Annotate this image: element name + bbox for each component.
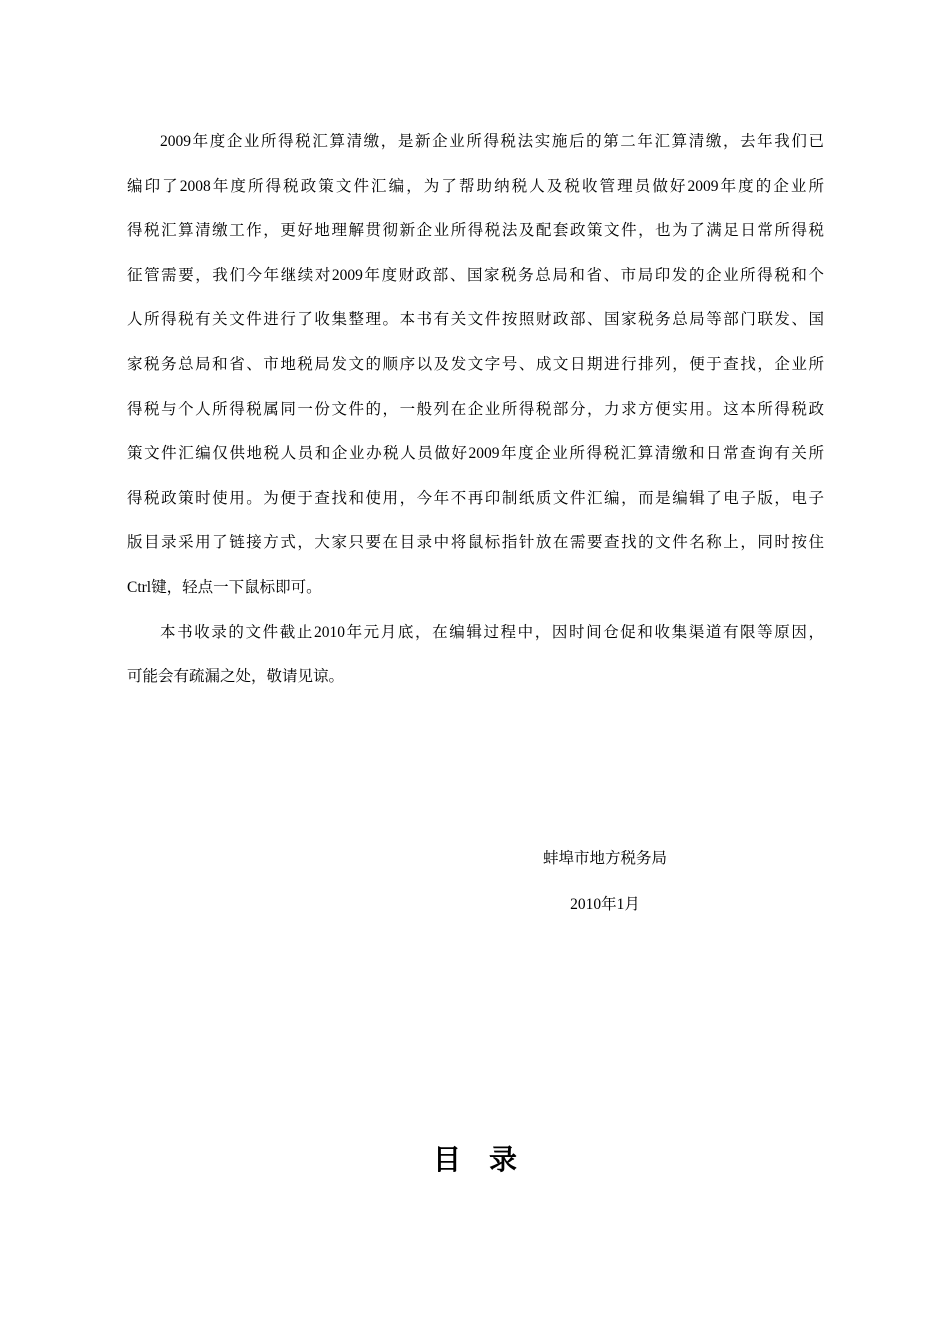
text-line: 本书收录的文件截止2010年元月底，在编辑过程中，因时间仓促和收集渠道有限等原因，: [160, 623, 824, 641]
text-line: Ctrl键，轻点一下鼠标即可。: [127, 578, 322, 596]
toc-heading: 目录: [432, 1145, 545, 1176]
text-line: 得税与个人所得税属同一份文件的，一般列在企业所得税部分，力求方便实用。这本所得税政: [127, 400, 824, 418]
text-line: 编印了2008年度所得税政策文件汇编，为了帮助纳税人及税收管理员做好2009年度的企业所: [127, 177, 824, 195]
preface-section: [127, 120, 824, 700]
text-line: 2009年度企业所得税汇算清缴，是新企业所得税法实施后的第二年汇算清缴，去年我们已: [160, 133, 824, 150]
signature-organization: 蚌埠市地方税务局: [542, 850, 667, 867]
text-line: 家税务总局和省、市地税局发文的顺序以及发文字号、成文日期进行排列，便于查找，企业所: [127, 355, 824, 373]
text-line: 得税汇算清缴工作，更好地理解贯彻新企业所得税法及配套政策文件，也为了满足日常所得税: [127, 222, 824, 240]
text-line: 征管需要，我们今年继续对2009年度财政部、国家税务总局和省、市局印发的企业所得税和个: [127, 266, 824, 284]
text-line: 策文件汇编仅供地税人员和企业办税人员做好2009年度企业所得税汇算清缴和日常查询有关所: [127, 445, 824, 463]
preface-paragraph-2: [127, 611, 824, 700]
text-line: 版目录采用了链接方式，大家只要在目录中将鼠标指针放在需要查找的文件名称上，同时按住: [127, 534, 824, 552]
preface-paragraph-1: [127, 120, 824, 611]
signature-date: 2010年1月: [570, 896, 640, 913]
text-line: 可能会有疏漏之处，敬请见谅。: [127, 668, 345, 686]
text-line: 得税政策时使用。为便于查找和使用，今年不再印制纸质文件汇编，而是编辑了电子版，电子: [127, 489, 824, 507]
text-line: 人所得税有关文件进行了收集整理。本书有关文件按照财政部、国家税务总局等部门联发、国: [127, 311, 824, 329]
